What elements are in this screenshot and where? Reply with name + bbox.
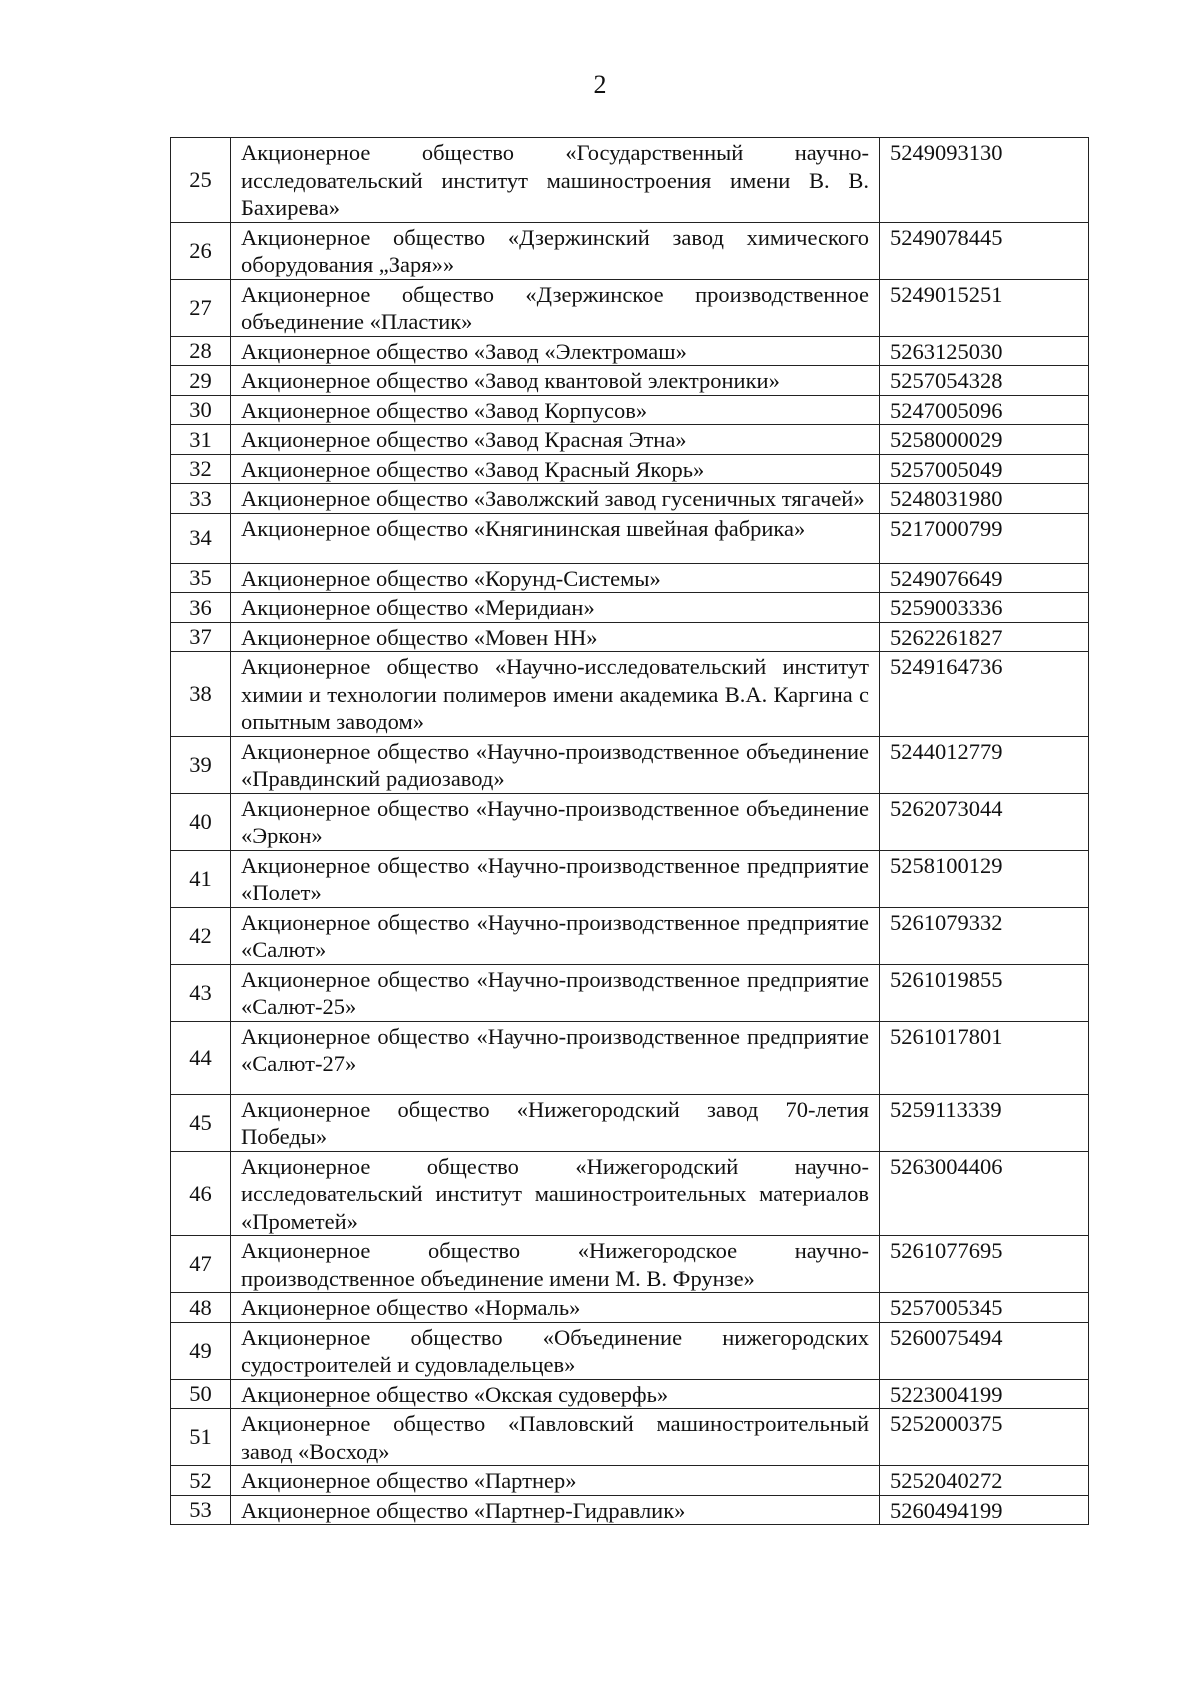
- row-number: 46: [171, 1151, 231, 1236]
- table-row: [171, 1466, 1089, 1496]
- organization-name: Акционерное общество «Научно-производственное предприятие «Салют»: [231, 907, 880, 964]
- table-row: [171, 484, 1089, 514]
- organization-inn: 5252000375: [880, 1409, 1089, 1466]
- table-row: [171, 1094, 1089, 1151]
- organization-name: Акционерное общество «Завод квантовой электроники»: [231, 366, 880, 396]
- organization-name: Акционерное общество «Научно-производственное объединение «Правдинский радиозавод»: [231, 736, 880, 793]
- row-number: 41: [171, 850, 231, 907]
- table-row: [171, 1379, 1089, 1409]
- organization-inn: 5259113339: [880, 1094, 1089, 1151]
- row-number: 49: [171, 1322, 231, 1379]
- page-number: 2: [593, 70, 607, 99]
- row-number: 25: [171, 138, 231, 223]
- organization-name: Акционерное общество «Научно-производственное объединение «Эркон»: [231, 793, 880, 850]
- table-row: [171, 652, 1089, 737]
- organization-inn: 5262261827: [880, 622, 1089, 652]
- table-row: [171, 1409, 1089, 1466]
- row-number: 52: [171, 1466, 231, 1496]
- organization-inn: 5261019855: [880, 964, 1089, 1021]
- row-number: 40: [171, 793, 231, 850]
- organization-name: Акционерное общество «Княгининская швейная фабрика»: [231, 513, 880, 563]
- organization-inn: 5259003336: [880, 593, 1089, 623]
- organization-name: Акционерное общество «Дзержинское производственное объединение «Пластик»: [231, 279, 880, 336]
- organization-inn: 5263004406: [880, 1151, 1089, 1236]
- organization-inn: 5263125030: [880, 336, 1089, 366]
- table-row: [171, 793, 1089, 850]
- row-number: 43: [171, 964, 231, 1021]
- organization-name: Акционерное общество «Партнер»: [231, 1466, 880, 1496]
- row-number: 32: [171, 454, 231, 484]
- organization-inn: 5258100129: [880, 850, 1089, 907]
- row-number: 51: [171, 1409, 231, 1466]
- organization-name: Акционерное общество «Нижегородский научно-исследовательский институт машиностроительных материалов «Прометей»: [231, 1151, 880, 1236]
- table-row: [171, 622, 1089, 652]
- organization-inn: 5262073044: [880, 793, 1089, 850]
- organization-inn: 5244012779: [880, 736, 1089, 793]
- table-row: [171, 395, 1089, 425]
- row-number: 36: [171, 593, 231, 623]
- organization-name: Акционерное общество «Нижегородское научно-производственное объединение имени М. В. Фрунзе»: [231, 1236, 880, 1293]
- organization-name: Акционерное общество «Научно-производственное предприятие «Полет»: [231, 850, 880, 907]
- organization-inn: 5223004199: [880, 1379, 1089, 1409]
- table-row: [171, 907, 1089, 964]
- organization-name: Акционерное общество «Партнер-Гидравлик»: [231, 1495, 880, 1525]
- organization-inn: 5261079332: [880, 907, 1089, 964]
- table-row: [171, 964, 1089, 1021]
- organization-inn: 5249093130: [880, 138, 1089, 223]
- row-number: 33: [171, 484, 231, 514]
- organization-inn: 5260075494: [880, 1322, 1089, 1379]
- organization-name: Акционерное общество «Завод Корпусов»: [231, 395, 880, 425]
- table-row: [171, 425, 1089, 455]
- table-row: [171, 850, 1089, 907]
- row-number: 53: [171, 1495, 231, 1525]
- table-row: [171, 1236, 1089, 1293]
- organization-inn: 5260494199: [880, 1495, 1089, 1525]
- organization-name: Акционерное общество «Научно-производственное предприятие «Салют-27»: [231, 1021, 880, 1094]
- organization-name: Акционерное общество «Дзержинский завод химического оборудования „Заря»»: [231, 222, 880, 279]
- table-row: [171, 1322, 1089, 1379]
- organization-name: Акционерное общество «Окская судоверфь»: [231, 1379, 880, 1409]
- organization-name: Акционерное общество «Научно-производственное предприятие «Салют-25»: [231, 964, 880, 1021]
- row-number: 50: [171, 1379, 231, 1409]
- organization-inn: 5249164736: [880, 652, 1089, 737]
- row-number: 38: [171, 652, 231, 737]
- table-row: [171, 1021, 1089, 1094]
- organization-inn: 5217000799: [880, 513, 1089, 563]
- organization-name: Акционерное общество «Нормаль»: [231, 1293, 880, 1323]
- table-row: [171, 222, 1089, 279]
- organization-name: Акционерное общество «Мовен НН»: [231, 622, 880, 652]
- row-number: 44: [171, 1021, 231, 1094]
- row-number: 37: [171, 622, 231, 652]
- organization-inn: 5258000029: [880, 425, 1089, 455]
- organization-name: Акционерное общество «Завод Красный Якорь»: [231, 454, 880, 484]
- organization-inn: 5257005049: [880, 454, 1089, 484]
- row-number: 26: [171, 222, 231, 279]
- row-number: 42: [171, 907, 231, 964]
- table-row: [171, 138, 1089, 223]
- organization-name: Акционерное общество «Заволжский завод гусеничных тягачей»: [231, 484, 880, 514]
- row-number: 29: [171, 366, 231, 396]
- organization-inn: 5261017801: [880, 1021, 1089, 1094]
- table-row: [171, 1293, 1089, 1323]
- organization-name: Акционерное общество «Научно-исследовательский институт химии и технологии полимеров имени академика В.А. Каргина с опытным заводом»: [231, 652, 880, 737]
- table-row: [171, 336, 1089, 366]
- row-number: 39: [171, 736, 231, 793]
- row-number: 45: [171, 1094, 231, 1151]
- organizations-table-body: [171, 138, 1089, 1525]
- organization-inn: 5248031980: [880, 484, 1089, 514]
- table-row: [171, 513, 1089, 563]
- organization-name: Акционерное общество «Меридиан»: [231, 593, 880, 623]
- table-row: [171, 1151, 1089, 1236]
- organization-inn: 5252040272: [880, 1466, 1089, 1496]
- organization-inn: 5261077695: [880, 1236, 1089, 1293]
- table-row: [171, 454, 1089, 484]
- row-number: 35: [171, 563, 231, 593]
- organization-name: Акционерное общество «Завод «Электромаш»: [231, 336, 880, 366]
- organization-inn: 5257005345: [880, 1293, 1089, 1323]
- table-row: [171, 593, 1089, 623]
- organization-name: Акционерное общество «Объединение нижегородских судостроителей и судовладельцев»: [231, 1322, 880, 1379]
- organization-inn: 5249078445: [880, 222, 1089, 279]
- row-number: 27: [171, 279, 231, 336]
- table-row: [171, 279, 1089, 336]
- row-number: 47: [171, 1236, 231, 1293]
- organization-inn: 5249015251: [880, 279, 1089, 336]
- organization-name: Акционерное общество «Государственный научно-исследовательский институт машиностроения имени В. В. Бахирева»: [231, 138, 880, 223]
- table-row: [171, 1495, 1089, 1525]
- organization-name: Акционерное общество «Павловский машиностроительный завод «Восход»: [231, 1409, 880, 1466]
- table-row: [171, 736, 1089, 793]
- organization-inn: 5247005096: [880, 395, 1089, 425]
- table-row: [171, 366, 1089, 396]
- organization-inn: 5257054328: [880, 366, 1089, 396]
- row-number: 31: [171, 425, 231, 455]
- organization-inn: 5249076649: [880, 563, 1089, 593]
- row-number: 34: [171, 513, 231, 563]
- organizations-table: [170, 137, 1089, 1525]
- row-number: 28: [171, 336, 231, 366]
- row-number: 30: [171, 395, 231, 425]
- organization-name: Акционерное общество «Корунд-Системы»: [231, 563, 880, 593]
- row-number: 48: [171, 1293, 231, 1323]
- organization-name: Акционерное общество «Завод Красная Этна»: [231, 425, 880, 455]
- organization-name: Акционерное общество «Нижегородский завод 70-летия Победы»: [231, 1094, 880, 1151]
- table-row: [171, 563, 1089, 593]
